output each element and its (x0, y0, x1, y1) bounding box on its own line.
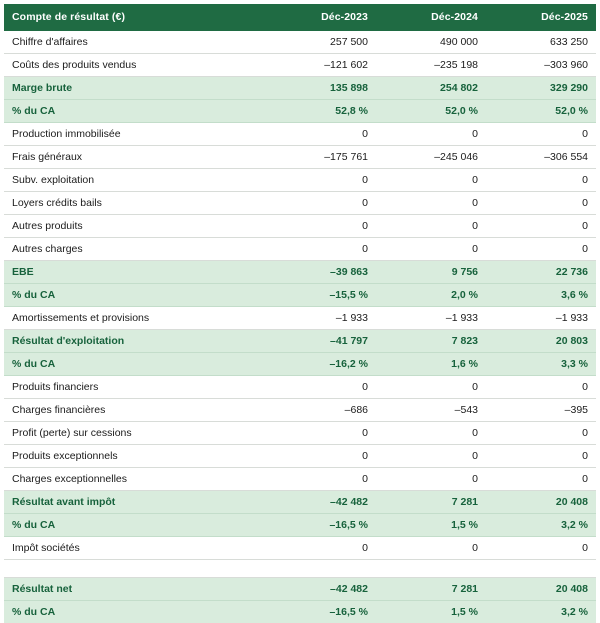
table-row (4, 468, 596, 491)
header-label-cell: Compte de résultat (€) (4, 4, 266, 31)
table-row (4, 146, 596, 169)
row-value: 0 (376, 123, 486, 146)
row-value: 0 (376, 468, 486, 491)
row-value: 1,5 % (376, 601, 486, 623)
row-value: –16,5 % (266, 601, 376, 623)
table-row (4, 100, 596, 123)
table-row (4, 399, 596, 422)
row-value: 0 (266, 468, 376, 491)
row-label: Résultat d'exploitation (4, 330, 266, 353)
row-label: Produits exceptionnels (4, 445, 266, 468)
row-value: 7 823 (376, 330, 486, 353)
row-value: 52,0 % (486, 100, 596, 123)
row-value: 0 (486, 537, 596, 560)
row-value: 0 (376, 445, 486, 468)
row-value: 0 (486, 468, 596, 491)
row-value: 0 (266, 376, 376, 399)
row-value: 0 (376, 169, 486, 192)
row-value: 7 281 (376, 491, 486, 514)
row-value: 3,2 % (486, 601, 596, 623)
row-label: EBE (4, 261, 266, 284)
table-row (4, 445, 596, 468)
row-value: 0 (486, 192, 596, 215)
row-value: 0 (376, 192, 486, 215)
row-value: –42 482 (266, 491, 376, 514)
row-label: Profit (perte) sur cessions (4, 422, 266, 445)
row-value: 0 (266, 445, 376, 468)
row-value: 0 (486, 123, 596, 146)
row-value: –395 (486, 399, 596, 422)
row-value: 490 000 (376, 31, 486, 54)
row-value: 0 (376, 537, 486, 560)
header-col-2: Déc-2025 (486, 4, 596, 31)
row-value: 0 (486, 445, 596, 468)
row-value: 1,5 % (376, 514, 486, 537)
row-value: 633 250 (486, 31, 596, 54)
table-header (4, 4, 596, 31)
income-statement-table (4, 4, 596, 623)
row-value: –15,5 % (266, 284, 376, 307)
row-label (4, 560, 266, 578)
row-label: Marge brute (4, 77, 266, 100)
row-label: Autres charges (4, 238, 266, 261)
table-row (4, 31, 596, 54)
table-row (4, 77, 596, 100)
row-value: 3,3 % (486, 353, 596, 376)
row-value: 2,0 % (376, 284, 486, 307)
row-label: Frais généraux (4, 146, 266, 169)
row-value: 7 281 (376, 578, 486, 601)
row-value (486, 560, 596, 578)
row-label: % du CA (4, 601, 266, 623)
row-value: 254 802 (376, 77, 486, 100)
table-row (4, 169, 596, 192)
row-label: Charges exceptionnelles (4, 468, 266, 491)
table-row (4, 330, 596, 353)
row-value: –235 198 (376, 54, 486, 77)
row-label: % du CA (4, 284, 266, 307)
row-value: –121 602 (266, 54, 376, 77)
table-row (4, 123, 596, 146)
table-row (4, 578, 596, 601)
row-value: 0 (486, 376, 596, 399)
row-value: 0 (266, 537, 376, 560)
row-value: 3,6 % (486, 284, 596, 307)
row-value: 3,2 % (486, 514, 596, 537)
table-row (4, 537, 596, 560)
row-label: Subv. exploitation (4, 169, 266, 192)
table-row (4, 192, 596, 215)
row-value: –686 (266, 399, 376, 422)
table-row (4, 261, 596, 284)
row-value: 0 (266, 238, 376, 261)
row-value: –306 554 (486, 146, 596, 169)
row-value: 0 (376, 376, 486, 399)
table-body (4, 31, 596, 623)
row-value: 0 (266, 169, 376, 192)
row-value: 0 (486, 238, 596, 261)
row-label: Coûts des produits vendus (4, 54, 266, 77)
row-label: Produits financiers (4, 376, 266, 399)
row-label: Résultat avant impôt (4, 491, 266, 514)
row-value: 0 (376, 422, 486, 445)
table-row (4, 422, 596, 445)
row-value: 22 736 (486, 261, 596, 284)
row-value: 52,8 % (266, 100, 376, 123)
row-label: % du CA (4, 353, 266, 376)
row-value: 257 500 (266, 31, 376, 54)
row-label: Amortissements et provisions (4, 307, 266, 330)
table-row (4, 54, 596, 77)
row-value: –41 797 (266, 330, 376, 353)
row-label: Charges financières (4, 399, 266, 422)
row-value: 20 803 (486, 330, 596, 353)
row-label: % du CA (4, 100, 266, 123)
row-label: % du CA (4, 514, 266, 537)
header-col-0: Déc-2023 (266, 4, 376, 31)
row-value: –16,2 % (266, 353, 376, 376)
row-value: 0 (266, 422, 376, 445)
row-value: –16,5 % (266, 514, 376, 537)
table-row (4, 491, 596, 514)
table-row (4, 560, 596, 578)
table-row (4, 238, 596, 261)
header-col-1: Déc-2024 (376, 4, 486, 31)
table-row (4, 376, 596, 399)
row-label: Chiffre d'affaires (4, 31, 266, 54)
row-value (266, 560, 376, 578)
row-label: Impôt sociétés (4, 537, 266, 560)
row-value: 0 (486, 215, 596, 238)
row-label: Autres produits (4, 215, 266, 238)
header-row (4, 4, 596, 31)
table-row (4, 353, 596, 376)
row-value: 0 (376, 215, 486, 238)
row-value: 0 (266, 123, 376, 146)
row-value: –1 933 (266, 307, 376, 330)
row-value: 9 756 (376, 261, 486, 284)
table-row (4, 307, 596, 330)
row-value: 20 408 (486, 578, 596, 601)
row-value: 0 (266, 215, 376, 238)
row-value (376, 560, 486, 578)
row-value: –1 933 (486, 307, 596, 330)
row-label: Production immobilisée (4, 123, 266, 146)
row-value: 0 (486, 422, 596, 445)
row-value: 329 290 (486, 77, 596, 100)
table-row (4, 601, 596, 623)
row-label: Loyers crédits bails (4, 192, 266, 215)
row-value: 0 (376, 238, 486, 261)
row-value: 0 (266, 192, 376, 215)
row-value: –175 761 (266, 146, 376, 169)
row-value: –245 046 (376, 146, 486, 169)
row-value: –543 (376, 399, 486, 422)
row-value: 135 898 (266, 77, 376, 100)
row-value: –1 933 (376, 307, 486, 330)
table-row (4, 284, 596, 307)
row-value: –42 482 (266, 578, 376, 601)
row-value: –303 960 (486, 54, 596, 77)
row-value: –39 863 (266, 261, 376, 284)
table-row (4, 215, 596, 238)
table-row (4, 514, 596, 537)
row-value: 1,6 % (376, 353, 486, 376)
row-label: Résultat net (4, 578, 266, 601)
row-value: 52,0 % (376, 100, 486, 123)
row-value: 20 408 (486, 491, 596, 514)
row-value: 0 (486, 169, 596, 192)
